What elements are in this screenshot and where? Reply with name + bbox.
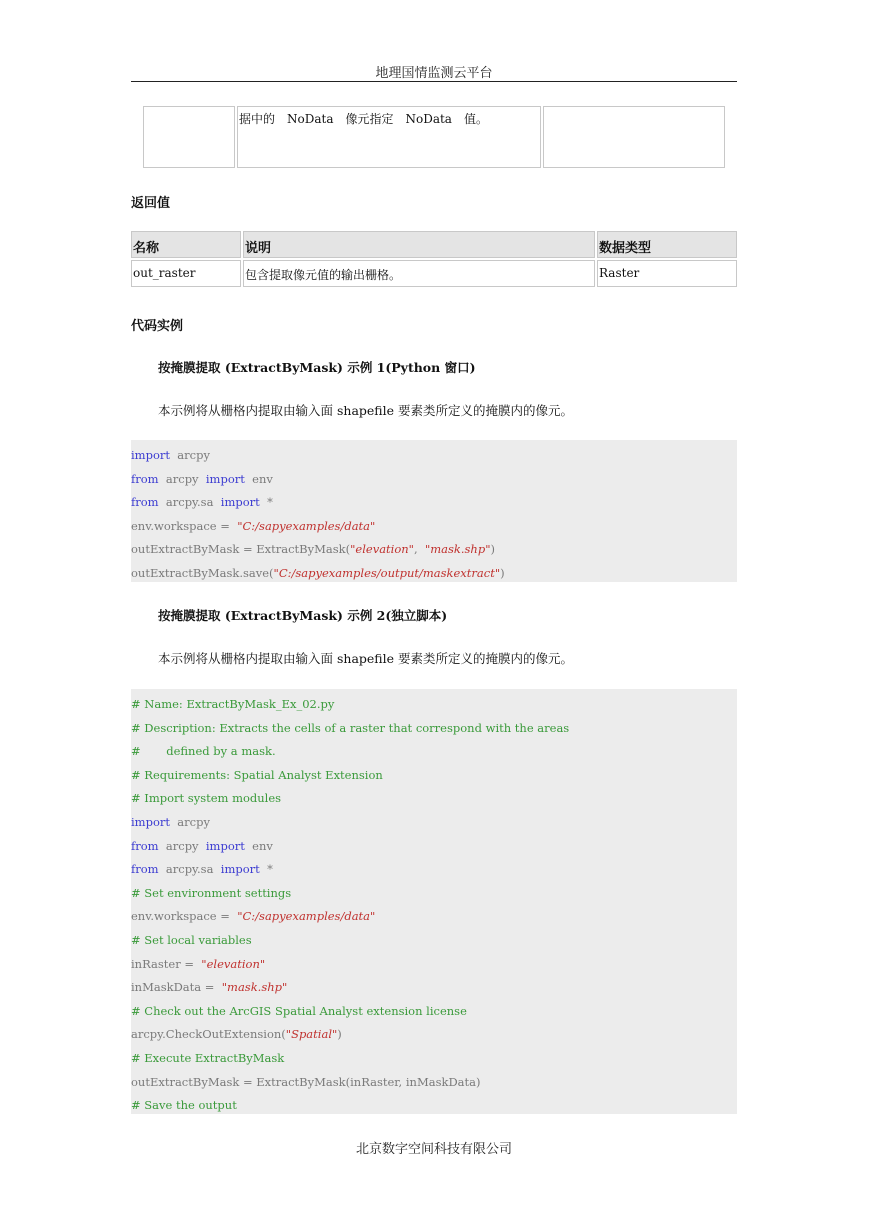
code-token: ) [490, 542, 495, 557]
header-rule [131, 81, 737, 82]
code-token: arcpy [170, 815, 210, 829]
example1-description: 本示例将从栅格内提取由输入面 shapefile 要素类所定义的掩膜内的像元。 [158, 403, 573, 418]
code-line [131, 472, 273, 486]
code-token: arcpy.CheckOutExtension( [131, 1027, 286, 1042]
code-token: * [259, 495, 273, 510]
code-line [131, 448, 210, 462]
code-token: outExtractByMask = ExtractByMask( [131, 542, 351, 557]
code-token: ) [500, 566, 505, 580]
col-header-name: 名称 [131, 231, 241, 258]
code-line [131, 1098, 237, 1112]
code-token: from [131, 495, 159, 510]
code-line [131, 957, 265, 971]
code-token: import [131, 448, 170, 462]
code-line [131, 744, 276, 758]
continued-param-table [141, 104, 727, 170]
code-line [131, 839, 273, 853]
return-value-table [129, 229, 739, 289]
code-line [131, 886, 291, 900]
example2-description: 本示例将从栅格内提取由输入面 shapefile 要素类所定义的掩膜内的像元。 [158, 651, 573, 666]
example2-code-block [131, 689, 737, 1114]
param-desc-cell: 据中的 NoData 像元指定 NoData 值。 [237, 106, 541, 168]
code-token: arcpy.sa [158, 495, 221, 510]
code-token: # Save the output [131, 1098, 237, 1113]
code-token: # Requirements: Spatial Analyst Extension [131, 767, 383, 782]
code-token: "mask.shp" [424, 542, 491, 557]
code-token: "Spatial" [285, 1027, 338, 1042]
code-line [131, 721, 569, 735]
code-token: from [131, 862, 159, 877]
return-name-cell: out_raster [131, 260, 241, 287]
code-token: ) [337, 1027, 342, 1042]
code-token: # Name: ExtractByMask_Ex_02.py [131, 697, 335, 711]
code-line [131, 697, 334, 711]
example1-code-block [131, 440, 737, 582]
code-token: * [259, 862, 273, 877]
param-type-cell [543, 106, 725, 168]
code-token: "C:/sapyexamples/data" [237, 518, 376, 533]
code-token: # Import system modules [131, 791, 282, 806]
code-line [131, 542, 495, 556]
code-line [131, 909, 375, 923]
code-token: # Check out the ArcGIS Spatial Analyst extension license [131, 1003, 467, 1018]
code-token: # Set environment settings [131, 885, 292, 900]
code-token: inRaster = [131, 956, 202, 971]
code-line [131, 566, 505, 580]
code-token: arcpy [158, 471, 206, 486]
code-token: arcpy.sa [158, 862, 221, 877]
code-token: "elevation" [350, 542, 414, 557]
code-token: import [220, 495, 260, 510]
code-token: inMaskData = [131, 980, 222, 995]
return-value-heading: 返回值 [131, 196, 171, 211]
param-name-cell [143, 106, 235, 168]
code-line [131, 791, 281, 805]
code-token: # Description: Extracts the cells of a raster that correspond with the areas [131, 720, 570, 735]
code-token: , [413, 542, 425, 557]
code-token: # defined by a mask. [131, 744, 276, 759]
code-token: env.workspace = [131, 909, 238, 924]
code-token: env.workspace = [131, 518, 238, 533]
code-token: "C:/sapyexamples/output/maskextract" [273, 566, 501, 580]
code-token: "C:/sapyexamples/data" [237, 909, 376, 924]
code-token: # Execute ExtractByMask [131, 1051, 285, 1065]
col-header-description: 说明 [243, 231, 595, 258]
code-token: arcpy [170, 448, 210, 462]
code-line [131, 1027, 342, 1041]
code-example-heading: 代码实例 [131, 319, 184, 334]
example1-title: 按掩膜提取 (ExtractByMask) 示例 1(Python 窗口) [158, 360, 476, 375]
table-row [143, 106, 725, 168]
code-token: env [244, 838, 273, 853]
code-token: "elevation" [201, 956, 266, 971]
code-line [131, 1051, 284, 1065]
return-type-cell: Raster [597, 260, 737, 287]
code-token: import [220, 862, 260, 877]
col-header-type: 数据类型 [597, 231, 737, 258]
code-token: from [131, 471, 159, 486]
code-token: arcpy [158, 838, 206, 853]
table-row [131, 260, 737, 287]
code-token: import [131, 815, 170, 829]
code-token: outExtractByMask = ExtractByMask(inRaster, inMaskData) [131, 1074, 481, 1089]
code-token: from [131, 838, 159, 853]
table-header-row [131, 231, 737, 258]
page-footer: 北京数字空间科技有限公司 [355, 1142, 512, 1157]
code-line [131, 862, 273, 876]
code-token: outExtractByMask.save( [131, 566, 274, 580]
code-line [131, 768, 383, 782]
code-line [131, 933, 252, 947]
page-header: 地理国情监测云平台 [375, 66, 493, 81]
example2-title: 按掩膜提取 (ExtractByMask) 示例 2(独立脚本) [158, 608, 448, 623]
code-line [131, 1075, 480, 1089]
code-line [131, 980, 287, 994]
code-token: import [205, 838, 245, 853]
code-line [131, 815, 210, 829]
code-line [131, 495, 273, 509]
code-line [131, 1004, 467, 1018]
code-token: "mask.shp" [221, 980, 288, 995]
code-token: import [205, 471, 245, 486]
code-token: # Set local variables [131, 933, 252, 947]
return-desc-cell: 包含提取像元值的输出栅格。 [243, 260, 595, 287]
code-token: env [244, 471, 273, 486]
code-line [131, 519, 375, 533]
